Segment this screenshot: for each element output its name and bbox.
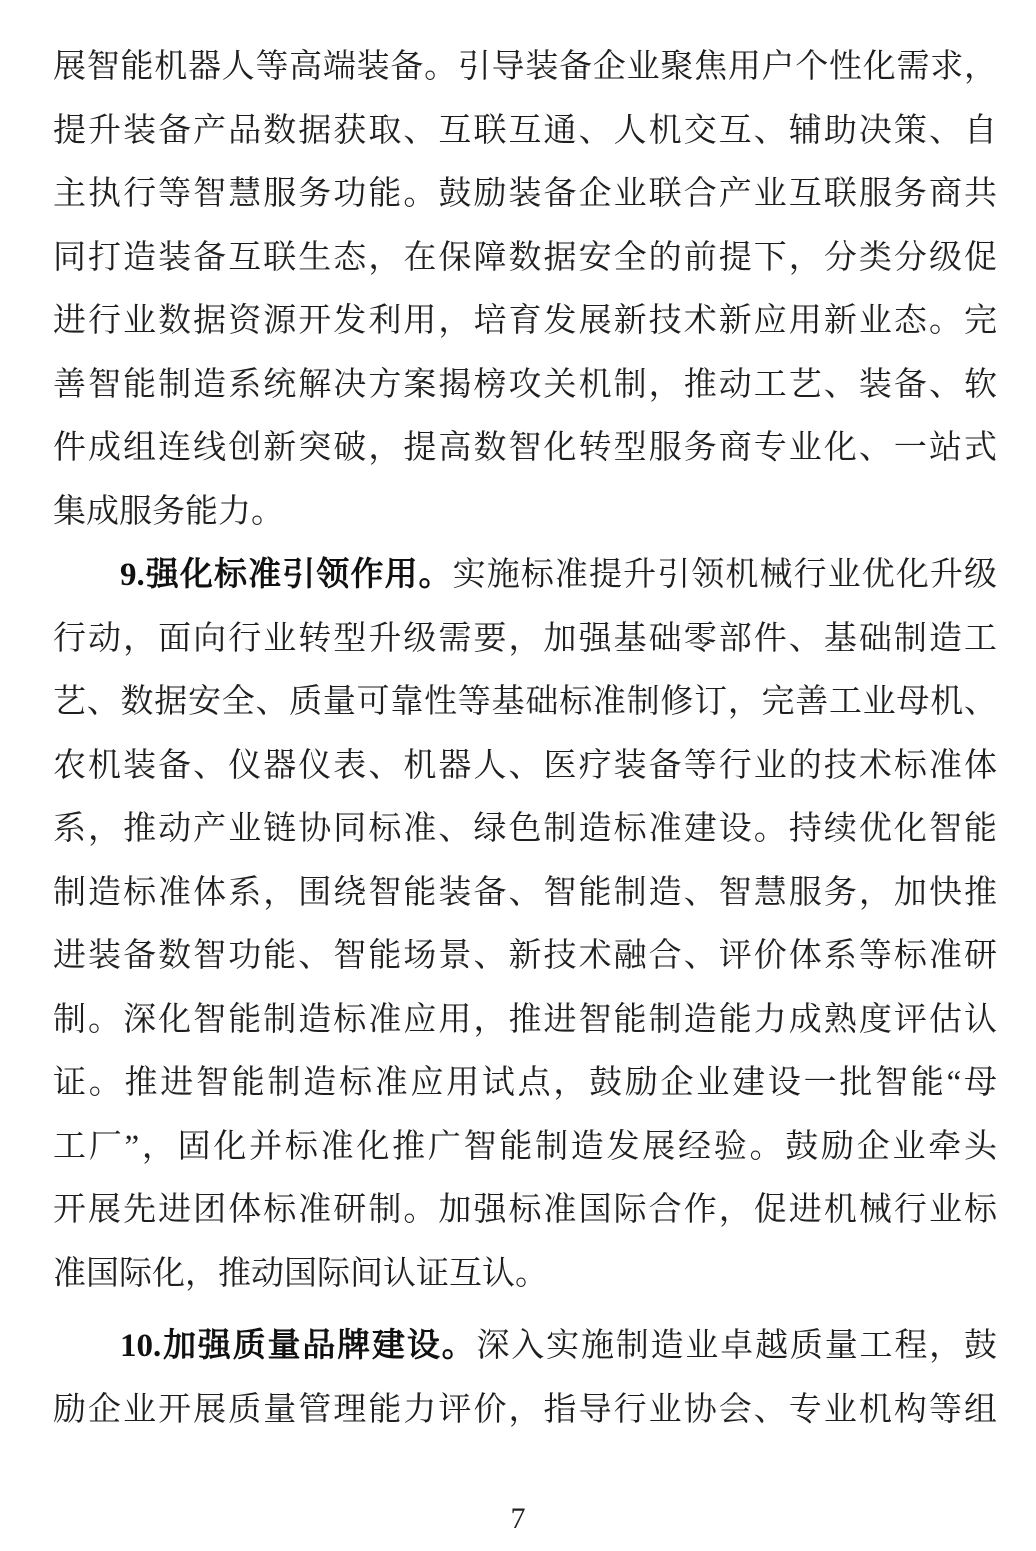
text-line: 进行业数据资源开发利用，培育发展新技术新应用新业态。完 <box>53 303 997 339</box>
text-line: 农机装备、仪器仪表、机器人、医疗装备等行业的技术标准体 <box>53 747 997 784</box>
text-line: 提升装备产品数据获取、互联互通、人机交互、辅助决策、自 <box>53 112 997 149</box>
paragraph-section-10 <box>53 1315 997 1442</box>
text-line: 工厂”，固化并标准化推广智能制造发展经验。鼓励企业牵头 <box>53 1128 997 1165</box>
text-line: 系，推动产业链协同标准、绿色制造标准建设。持续优化智能 <box>53 811 997 847</box>
text-line: 制造标准体系，围绕智能装备、智能制造、智慧服务，加快推 <box>53 874 997 911</box>
text-line: 开展先进团体标准研制。加强标准国际合作，促进机械行业标 <box>53 1192 997 1228</box>
text-line: 件成组连线创新突破，提高数智化转型服务商专业化、一站式 <box>53 430 997 466</box>
text-line: 同打造装备互联生态，在保障数据安全的前提下，分类分级促 <box>53 239 997 276</box>
text-line: 展智能机器人等高端装备。引导装备企业聚焦用户个性化需求， <box>53 49 997 85</box>
paragraph-continuation <box>53 36 997 544</box>
text-line: 艺、数据安全、质量可靠性等基础标准制修订，完善工业母机、 <box>53 684 997 720</box>
text-line: 集成服务能力。 <box>53 493 284 530</box>
text-line: 主执行等智慧服务功能。鼓励装备企业联合产业互联服务商共 <box>53 176 997 212</box>
paragraph-section-9 <box>53 544 997 1306</box>
text-line: 善智能制造系统解决方案揭榜攻关机制，推动工艺、装备、软 <box>53 366 997 403</box>
section-9-heading-rest: 实施标准提升引领机械行业优化升级 <box>452 557 997 593</box>
page-number: 7 <box>510 1502 526 1535</box>
text-line <box>53 1315 997 1379</box>
text-line: 准国际化，推动国际间认证互认。 <box>53 1255 548 1292</box>
text-line: 进装备数智功能、智能场景、新技术融合、评价体系等标准研 <box>53 938 997 974</box>
section-10-heading: 10.加强质量品牌建设。 <box>120 1328 477 1364</box>
document-body <box>53 36 997 1442</box>
text-line: 制。深化智能制造标准应用，推进智能制造能力成熟度评估认 <box>53 1001 997 1038</box>
section-9-heading: 9.强化标准引领作用。 <box>120 557 453 593</box>
text-line <box>53 544 997 608</box>
text-line: 证。推进智能制造标准应用试点，鼓励企业建设一批智能“母 <box>53 1065 997 1101</box>
section-10-heading-rest: 深入实施制造业卓越质量工程，鼓 <box>476 1328 997 1364</box>
text-line: 行动，面向行业转型升级需要，加强基础零部件、基础制造工 <box>53 620 997 657</box>
text-line: 励企业开展质量管理能力评价，指导行业协会、专业机构等组 <box>53 1391 997 1428</box>
